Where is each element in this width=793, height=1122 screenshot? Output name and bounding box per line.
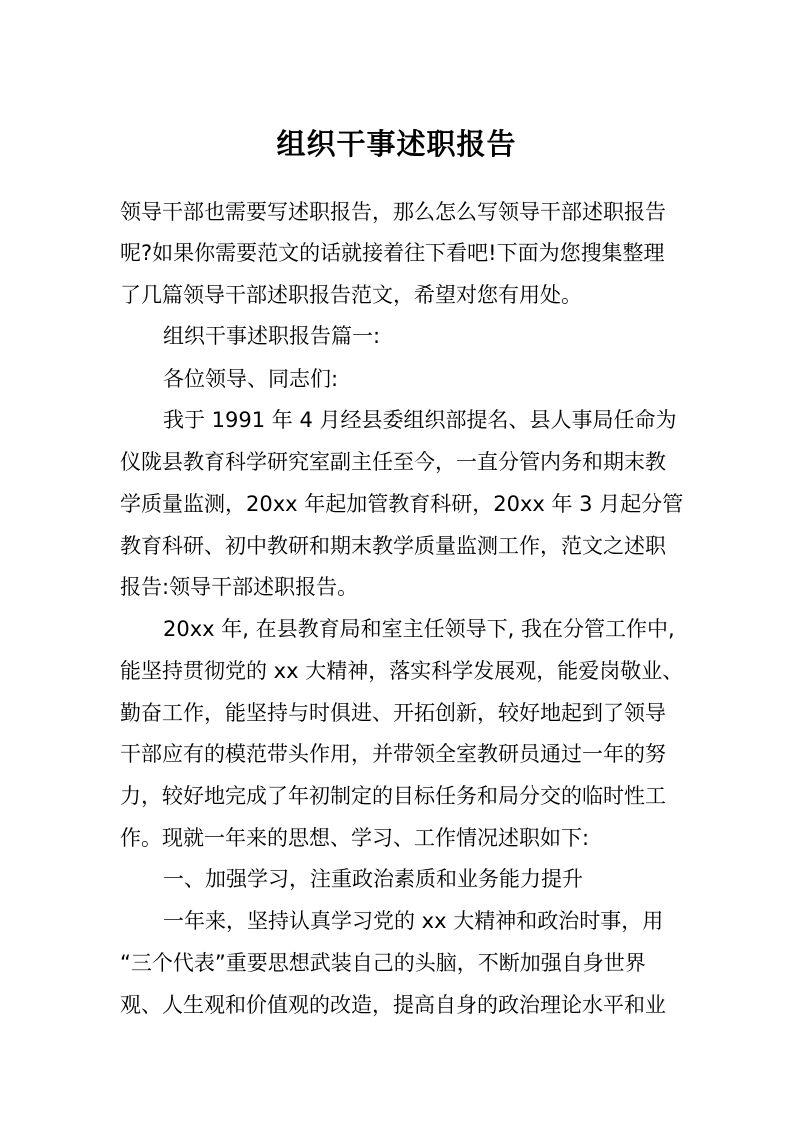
text-line: 领导干部也需要写述职报告，那么怎么写领导干部述职报告 bbox=[120, 200, 666, 224]
section-heading: 组织干事述职报告篇一: bbox=[163, 324, 381, 348]
salutation: 各位领导、同志们: bbox=[163, 367, 339, 391]
text-line: 报告:领导干部述职报告。 bbox=[120, 575, 359, 599]
text-line: “三个代表”重要思想武装自己的头脑，不断加强自身世界 bbox=[120, 951, 646, 975]
text-line: 能坚持贯彻党的 xx 大精神，落实科学发展观，能爱岗敬业、 bbox=[120, 659, 684, 683]
text-line: 了几篇领导干部述职报告范文，希望对您有用处。 bbox=[120, 283, 582, 307]
section-heading: 一、加强学习，注重政治素质和业务能力提升 bbox=[163, 867, 583, 891]
text-line: 教育科研、初中教研和期末教学质量监测工作，范文之述职 bbox=[120, 534, 666, 558]
text-line: 干部应有的模范带头作用，并带领全室教研员通过一年的努 bbox=[120, 742, 666, 766]
text-line: 我于 1991 年 4 月经县委组织部提名、县人事局任命为 bbox=[163, 408, 677, 432]
text-line: 勤奋工作，能坚持与时俱进、开拓创新，较好地起到了领导 bbox=[120, 701, 666, 725]
text-line: 学质量监测，20xx 年起加管教育科研，20xx 年 3 月起分管 bbox=[120, 492, 684, 516]
text-line: 力，较好地完成了年初制定的目标任务和局分交的临时性工 bbox=[120, 784, 666, 808]
text-line: 作。现就一年来的思想、学习、工作情况述职如下: bbox=[120, 826, 590, 850]
text-line: 观、人生观和价值观的改造，提高自身的政治理论水平和业 bbox=[120, 993, 666, 1017]
text-line: 呢?如果你需要范文的话就接着往下看吧!下面为您搜集整理 bbox=[120, 241, 665, 265]
text-line: 20xx 年, 在县教育局和室主任领导下, 我在分管工作中, bbox=[163, 617, 675, 641]
document-title: 组织干事述职报告 bbox=[276, 127, 517, 161]
text-line: 仪陇县教育科学研究室副主任至今，一直分管内务和期末教 bbox=[120, 450, 666, 474]
text-line: 一年来，坚持认真学习党的 xx 大精神和政治时事，用 bbox=[163, 909, 664, 933]
